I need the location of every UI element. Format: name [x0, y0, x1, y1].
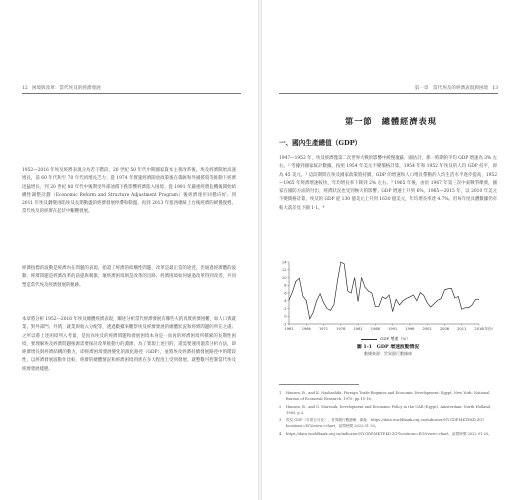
- x-tick-label: 1986: [370, 327, 380, 331]
- legend-label: GDP 增速（%）: [380, 336, 411, 341]
- gdp-growth-chart: [275, 258, 499, 336]
- right-page: [261, 0, 520, 500]
- x-tick-label: 1996: [405, 327, 415, 331]
- left-page-header: [22, 85, 101, 91]
- x-axis-label: （年份）: [481, 327, 496, 331]
- x-tick-label: 1961: [284, 327, 294, 331]
- footnote: [279, 390, 497, 403]
- x-tick-label: 1991: [388, 327, 398, 331]
- left-page: [0, 0, 259, 500]
- y-tick-label: 8: [284, 283, 287, 288]
- footnote-text: Hansen, B., and K. Nashashibi, Foreign Trade Regimes and Economic Development: Egypt, New York: National Bureau of Economic Research, 1975, pp.15-16.: [286, 391, 490, 402]
- x-tick-label: 1966: [301, 327, 311, 331]
- footnote-number: 3: [279, 418, 282, 423]
- x-tick-label: 1971: [318, 327, 329, 331]
- footnote-rule: [279, 384, 359, 385]
- footnote-number: 4: [279, 431, 282, 436]
- chart-legend: [361, 336, 410, 342]
- footnote: [279, 417, 497, 430]
- chapter-title: 第一章 當代埃及的經濟表現與困境: [414, 86, 489, 91]
- x-tick-label: 2006: [439, 327, 450, 331]
- y-tick-label: 10: [281, 275, 287, 280]
- left-paragraph-3: 本章將分析 1952—2016 年埃及總體經濟表現，闡述分析當代經濟發展有哪些大的真實經濟困難，如人口與就業、對外部門、外債，就業與收入分配等，透過數據來觀察埃及經濟發展的總體狀況和經濟問題的所在之處；之所以將上述困境列入考量，是因為埃及的經濟問題和發展困境本身是一而再的經濟困境所積累的長期性困境，要理解埃及經濟問題根源需要探討改革推動力的淵源，為了實現上述目的，還需要運用適當分析方法，即經濟增長與經濟結構的動力，即經濟困境發展變化的演化路徑（GDP），並將埃及經濟持續發展路徑中的階段性，以經濟發展波動作比較，經濟的總體情況和經濟困境到底在多大程度上受到發展，就整數可控制當代埃及經濟發展樣態。: [22, 317, 236, 372]
- section-title: 第一節 總體經濟表現: [345, 116, 437, 126]
- book-title: 困境與改革：當代埃及的經濟發展: [31, 86, 101, 91]
- right-paragraph-1: 1947—1952 年，埃及經濟僅第二次世界大戰的影響中緩慢復蘇，國估計，那一時期的平均 GDP 增速為 3% 左右。¹ 考據到國家統計數據，按照 1954 年美元不變價格計算，1954 年和 1952 年埃及的人均 GDP 持平，即為 45 美元。² 這段期間在埃及國家政策將持續，GDP 的增速和人口增長帶動的人均生活水平逐步提高，1952—1965 年經濟增速較快，年均增長率下降到 2% 左右。³ 1965 年後，由於 1967 年第三次中東戰爭爆發，國家在國防方面的付出，經濟狀況也受到極大的影響。GDP 增速上升到 6%，1965—2015 年，以 2010 年美元不變價格計算，埃及的 GDP 從 130 億美元上升到 1630 億美元，年均增長率達 4.7%。但每年度具體數據仍有較大落差見下圖 1-1。⁴: [279, 156, 497, 211]
- right-page-header: [415, 85, 498, 91]
- footnote-text: 埃及 GDP（年度百分比），世界銀行數據庫，網址：https://data.worldbank.org.cn/indicator/NY.GDP.MKTP.KD.ZG?locations=EG&view=chart，訪問時間 2022 01 20。: [286, 418, 485, 429]
- left-paragraph-1: 1952—2016 年埃及經濟表現分為若干階段，20 世紀 50 年代中期國家資本主義改革後，埃及經濟開始高速增長，前 60 年代和至 70 年代初增長乏力；從 1974 年實施經濟開放政策後在僑匯和外國援資等推動下經濟迅猛增長，到 20 世紀 80 年代中後期受外部油價下跌影響經濟陷入困境；從 1991 年嚴重經濟危機後開始結構性調整計劃（Economic Reform and Structure Adjustment Program）後經濟逐步回穩向好；到 2011 年埃及劇變再陷埃及長期動盪的經濟發展停滯和動盪，再到 2013 年塞西總統上台後經濟的緩慢復甦，當代埃及的經濟在起伏中艱難發展。: [22, 168, 236, 215]
- x-tick-label: 1976: [336, 327, 346, 331]
- left-header-rule: [22, 93, 241, 94]
- x-tick-label: 2001: [422, 327, 432, 331]
- footnote-number: 2: [279, 404, 282, 409]
- y-tick-label: 4: [284, 299, 287, 304]
- right-page-number: 13: [492, 85, 498, 91]
- footnote-number: 1: [279, 391, 282, 395]
- y-tick-label: 14: [281, 260, 287, 265]
- footnote: [279, 404, 497, 417]
- series-line-gdp-growth: [289, 262, 479, 319]
- figure-caption: 圖 1-1 GDP 增速波動情況: [356, 344, 420, 350]
- y-tick-label: 0: [284, 314, 287, 319]
- left-page-number: 12: [22, 85, 28, 91]
- y-tick-label: 2: [284, 306, 287, 311]
- y-tick-label: -2: [282, 322, 287, 327]
- subsection-title: 一、國內生產總值（GDP）: [279, 139, 362, 147]
- footnote-text: https://data.worldbank.org.cn/indicator/NY.GDP.MKTP.KD.ZG?locations=EG&view=chart，訪問時間 2022 01 20。: [286, 431, 492, 436]
- x-tick-label: 1981: [353, 327, 363, 331]
- footnotes: [279, 390, 497, 438]
- x-tick-label: 2011: [457, 327, 467, 331]
- figure-source: 數據來源：世界銀行數據庫: [364, 351, 412, 356]
- footnote-text: Hansen, B., and G. Marzouk, Development and Economic Policy in the UAR (Egypt), Amsterdam: North Holland, 1965, p.3.: [286, 404, 492, 415]
- footnote: [279, 431, 497, 437]
- legend-line-swatch: [361, 339, 377, 340]
- gdp-growth-chart-svg: [275, 258, 499, 336]
- y-tick-label: 12: [281, 268, 287, 273]
- x-tick-label: 2016: [474, 327, 484, 331]
- left-paragraph-2: 經濟指標的波動是經濟內在問題的表現，指證了經濟的結構性問題，改革是最正當的途徑，但通過經濟體的波動；經濟問題是經濟改革的前提與刺激，壞經濟困境則是改革的出路；經濟困境如何通過改革得到改善，共同塑造當代埃及經濟發展的軌跡。: [22, 266, 236, 288]
- y-tick-label: 6: [284, 291, 287, 296]
- right-header-rule: [279, 93, 498, 94]
